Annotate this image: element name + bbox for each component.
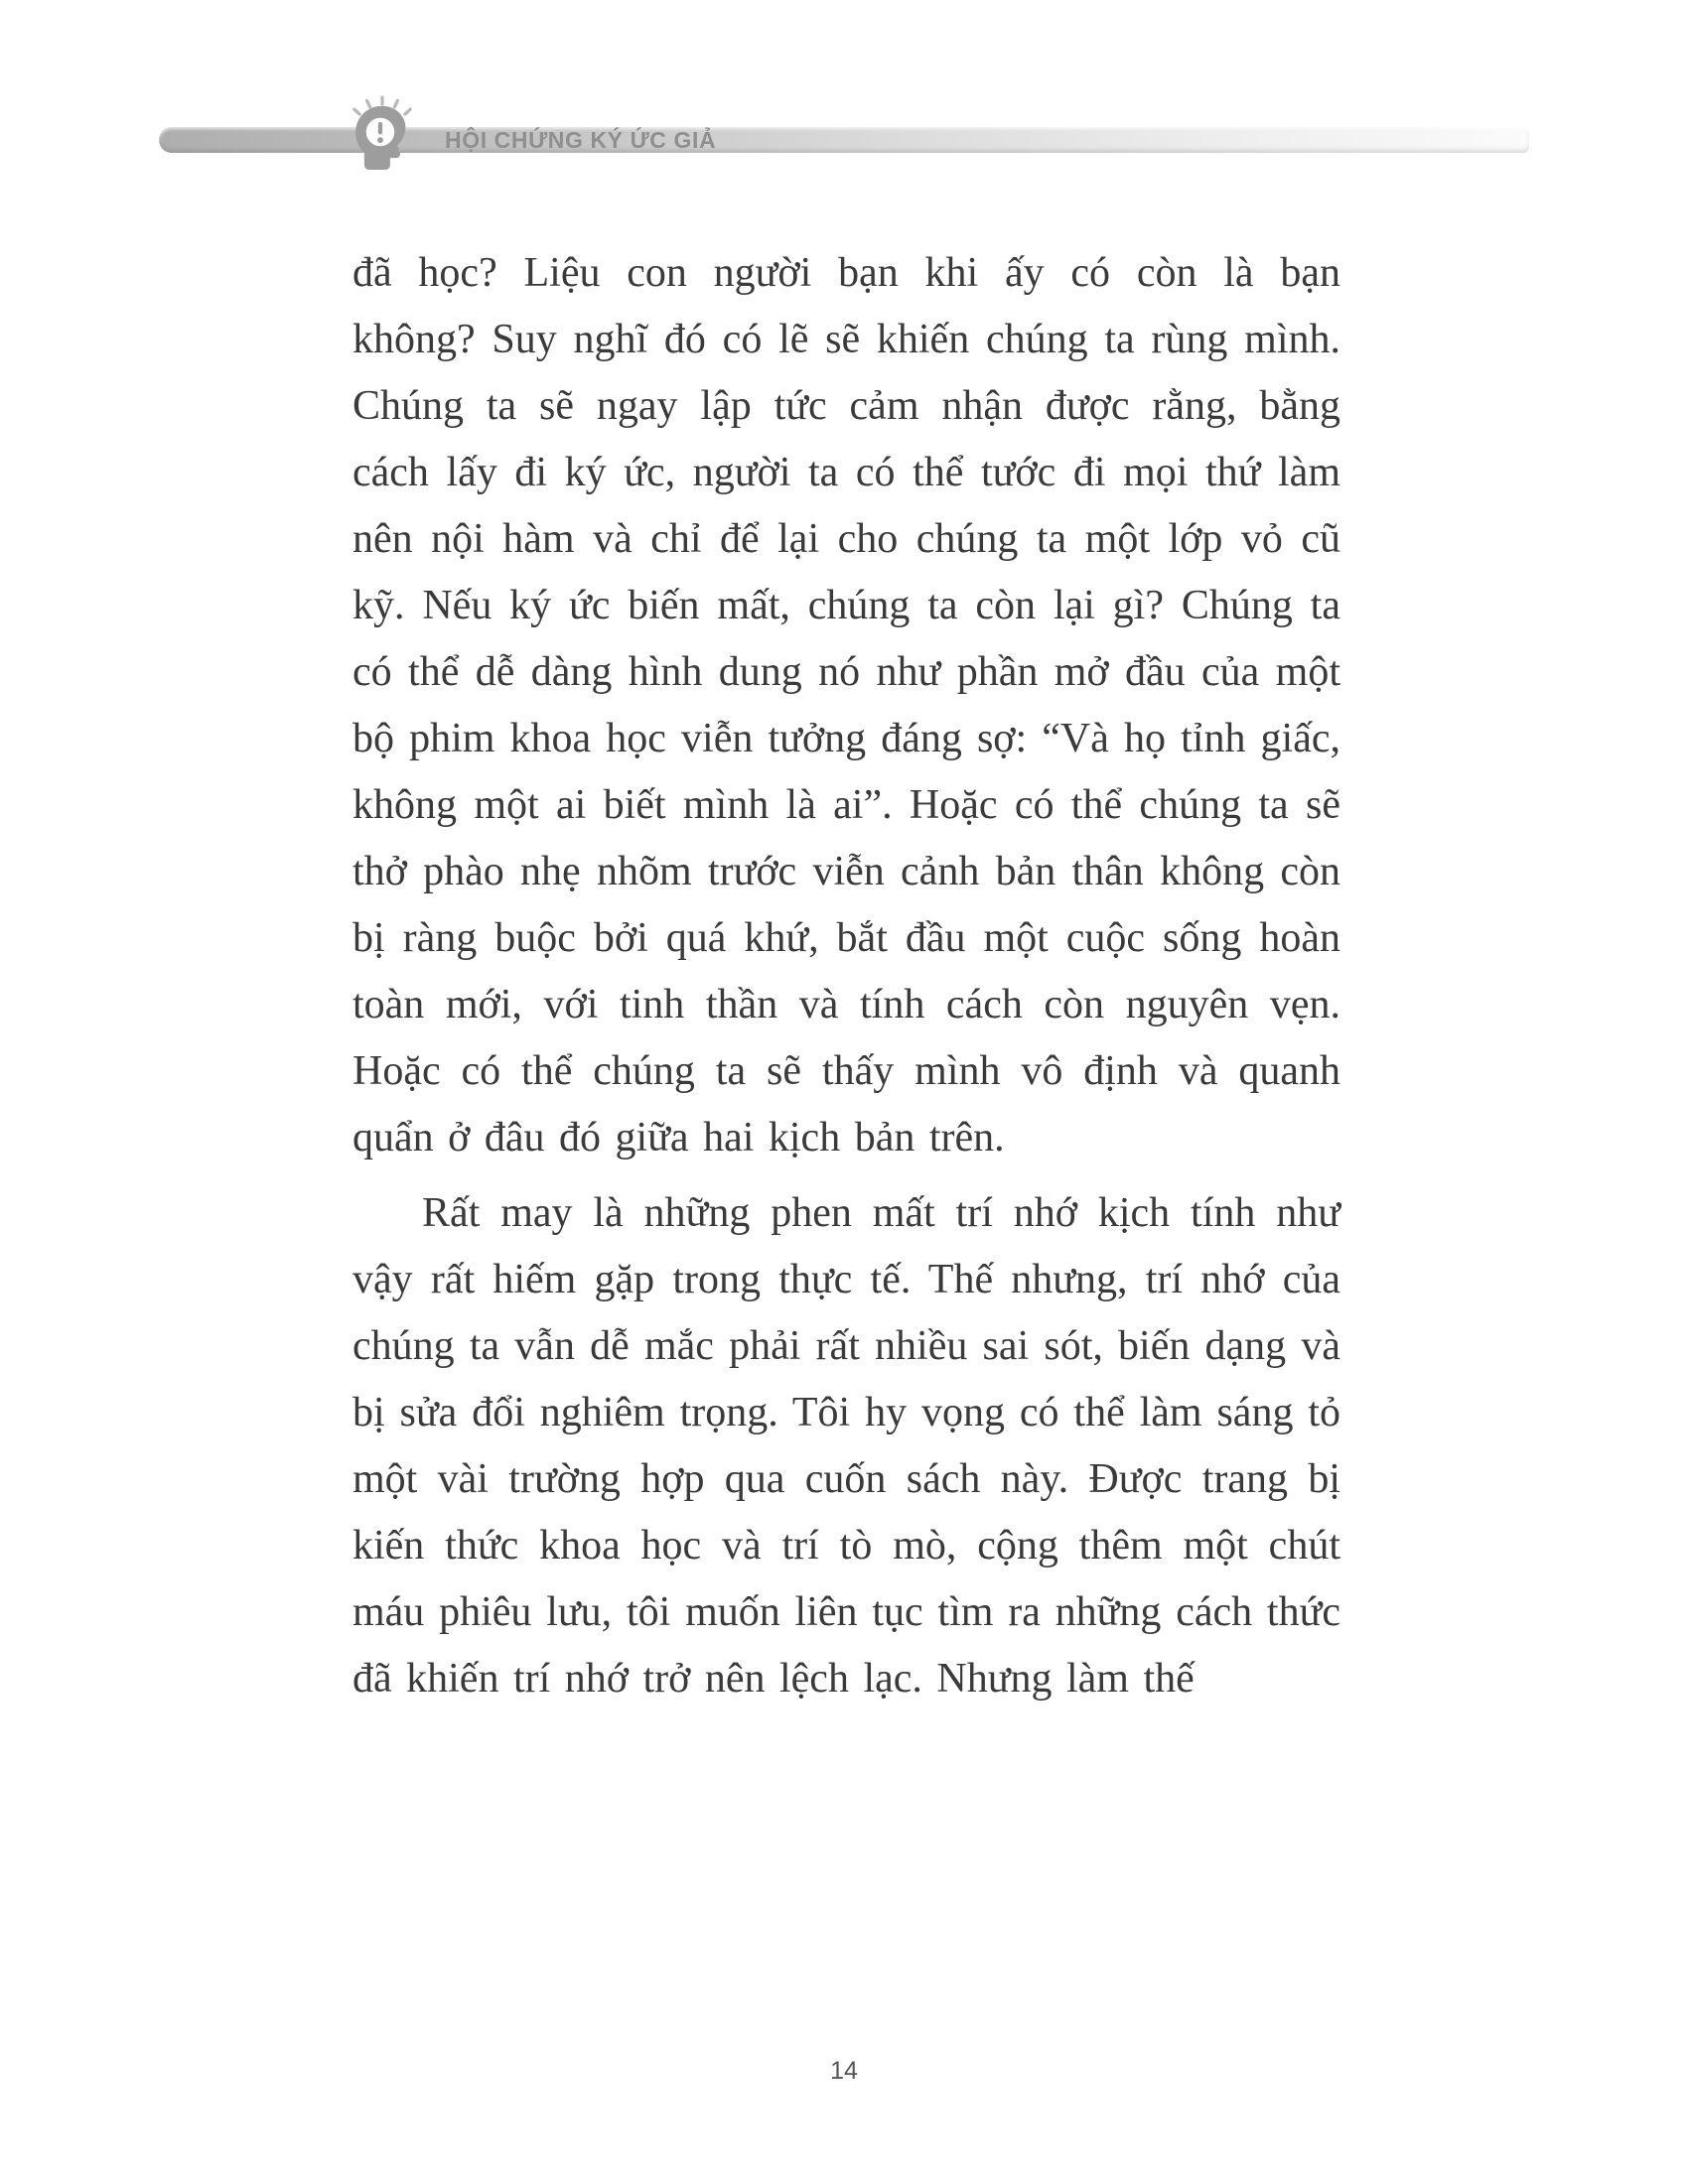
running-header-title: HỘI CHỨNG KÝ ỨC GIẢ — [445, 127, 717, 153]
head-memory-icon — [340, 95, 425, 181]
page-header — [159, 87, 1539, 177]
paragraph: đã học? Liệu con người bạn khi ấy có còn là bạn không? Suy nghĩ đó có lẽ sẽ khiến chúng ta rùng mình. Chúng ta sẽ ngay lập tức cảm nhận được rằng, bằng cách lấy đi ký ức, người ta có thể tước đi mọi thứ làm nên nội hàm và chỉ để lại cho chúng ta một lớp vỏ cũ kỹ. Nếu ký ức biến mất, chúng ta còn lại gì? Chúng ta có thể dễ dàng hình dung nó như phần mở đầu của một bộ phim khoa học viễn tưởng đáng sợ: “Và họ tỉnh giấc, không một ai biết mình là ai”. Hoặc có thể chúng ta sẽ thở phào nhẹ nhõm trước viễn cảnh bản thân không còn bị ràng buộc bởi quá khứ, bắt đầu một cuộc sống hoàn toàn mới, với tinh thần và tính cách còn nguyên vẹn. Hoặc có thể chúng ta sẽ thấy mình vô định và quanh quẩn ở đâu đó giữa hai kịch bản trên. — [352, 250, 1340, 1160]
page-body — [352, 240, 1340, 1721]
page-number: 14 — [830, 2057, 858, 2085]
paragraph: Rất may là những phen mất trí nhớ kịch tính như vậy rất hiếm gặp trong thực tế. Thế nhưng, trí nhớ của chúng ta vẫn dễ mắc phải rất nhiều sai sót, biến dạng và bị sửa đổi nghiêm trọng. Tôi hy vọng có thể làm sáng tỏ một vài trường hợp qua cuốn sách này. Được trang bị kiến thức khoa học và trí tò mò, cộng thêm một chút máu phiêu lưu, tôi muốn liên tục tìm ra những cách thức đã khiến trí nhớ trở nên lệch lạc. Nhưng làm thế — [352, 1190, 1340, 1702]
